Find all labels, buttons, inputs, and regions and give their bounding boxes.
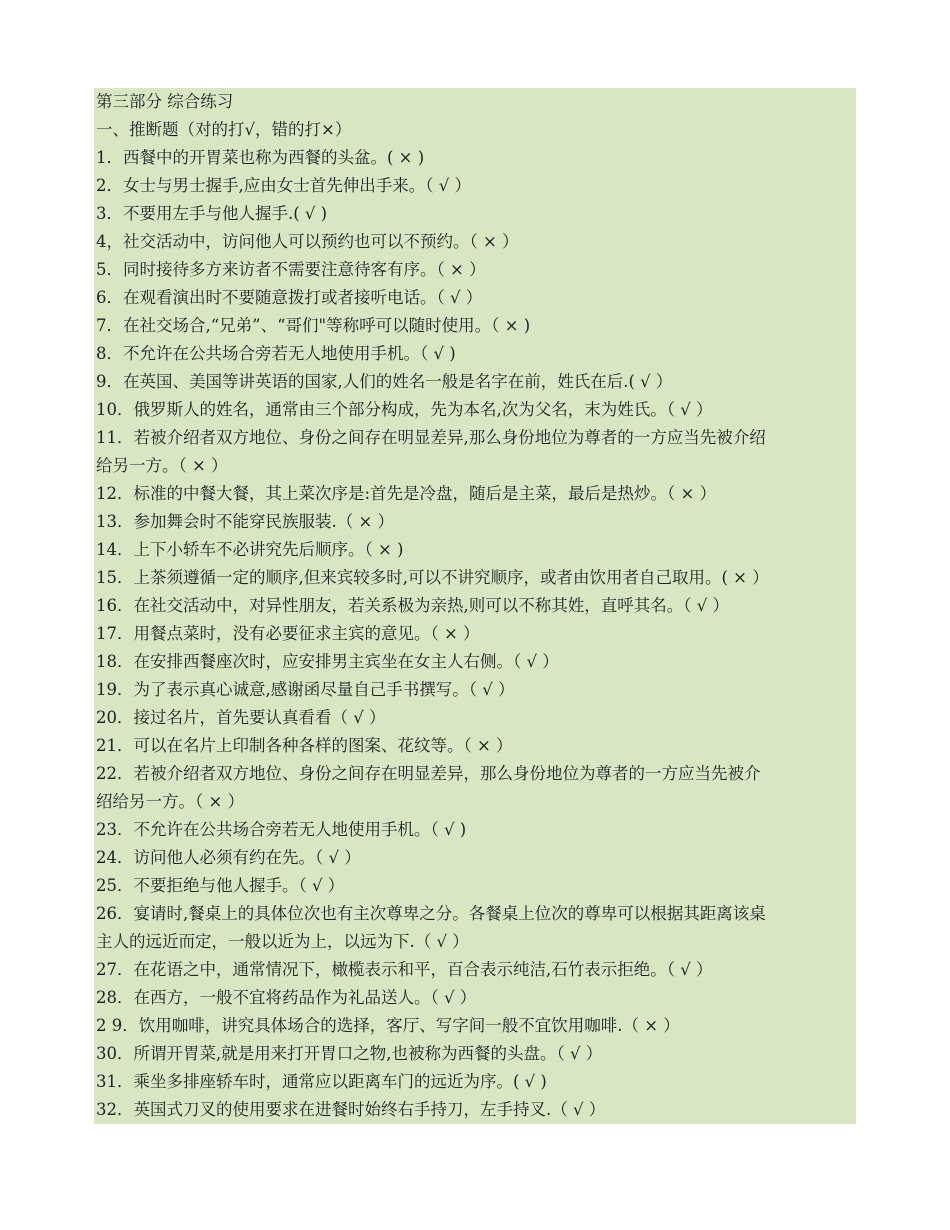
question-item-line: 30．所谓开胃菜,就是用来打开胃口之物,也被称为西餐的头盘。（ √ ）	[96, 1044, 603, 1063]
instruction-heading: 一、推断题（对的打√，错的打×）	[96, 120, 352, 139]
question-item-line: 23．不允许在公共场合旁若无人地使用手机。（ √ )	[96, 820, 467, 839]
question-item-line: 14．上下小轿车不必讲究先后顺序。（ × )	[96, 540, 404, 559]
question-item-line: 32．英国式刀叉的使用要求在进餐时始终右手持刀，左手持叉.（ √ ）	[96, 1100, 606, 1119]
question-item-line: 8．不允许在公共场合旁若无人地使用手机。（ √ )	[96, 344, 456, 363]
question-item-line: 12．标准的中餐大餐，其上菜次序是:首先是冷盘，随后是主菜，最后是热炒。（ × ）	[96, 484, 717, 503]
question-item-line: 4，社交活动中，访问他人可以预约也可以不预约。（ × ）	[96, 232, 519, 251]
question-item-line: 6．在观看演出时不要随意拨打或者接听电话。（ √ ）	[96, 288, 483, 307]
question-list	[94, 144, 856, 1124]
question-item-line: 1．西餐中的开胃菜也称为西餐的头盆。( × )	[96, 148, 425, 167]
question-item-continuation: 给另一方。（ × ）	[96, 456, 228, 475]
question-item-line: 31．乘坐多排座轿车时，通常应以距离车门的远近为序。( √ )	[96, 1072, 547, 1091]
question-item-line: 18．在安排西餐座次时，应安排男主宾坐在女主人右侧。（ √ ）	[96, 652, 559, 671]
question-item-line: 11．若被介绍者双方地位、身份之间存在明显差异,那么身份地位为尊者的一方应当先被介绍	[96, 428, 766, 447]
question-item-line: 22．若被介绍者双方地位、身份之间存在明显差异，那么身份地位为尊者的一方应当先被介	[96, 764, 761, 783]
question-item-line: 2．女士与男士握手,应由女士首先伸出手来。（ √ ）	[96, 176, 471, 195]
question-item-line: 19．为了表示真心诚意,感谢函尽量自己手书撰写。（ √ ）	[96, 680, 515, 699]
section-title: 第三部分 综合练习	[96, 92, 234, 111]
question-item-line: 2 9．饮用咖啡，讲究具体场合的选择，客厅、写字间一般不宜饮用咖啡.（ × ）	[96, 1016, 680, 1035]
question-item-line: 15．上茶须遵循一定的顺序,但来宾较多时,可以不讲究顺序，或者由饮用者自己取用。( × ）	[96, 568, 769, 587]
question-item-line: 21．可以在名片上印制各种各样的图案、花纹等。（ × ）	[96, 736, 513, 755]
question-item-line: 25．不要拒绝与他人握手。（ √ ）	[96, 876, 345, 895]
document-content-block	[94, 88, 856, 1124]
question-item-line: 3．不要用左手与他人握手.( √ )	[96, 204, 328, 223]
question-item-line: 16．在社交活动中，对异性朋友，若关系极为亲热,则可以不称其姓，直呼其名。（ √ ）	[96, 596, 729, 615]
question-item-line: 20．接过名片，首先要认真看看（ √ ）	[96, 708, 386, 727]
question-item-line: 17．用餐点菜时，没有必要征求主宾的意见。（ × ）	[96, 624, 480, 643]
question-item-line: 5．同时接待多方来访者不需要注意待客有序。（ × ）	[96, 260, 486, 279]
question-item-line: 10．俄罗斯人的姓名，通常由三个部分构成，先为本名,次为父名，末为姓氏。（ √ ）	[96, 400, 713, 419]
question-item-line: 13．参加舞会时不能穿民族服装.（ × ）	[96, 512, 395, 531]
question-item-line: 7．在社交场合,“兄弟”、“哥们"等称呼可以随时使用。（ × )	[96, 316, 531, 335]
question-item-continuation: 绍给另一方。（ × ）	[96, 792, 245, 811]
question-item-line: 27．在花语之中，通常情况下，橄榄表示和平，百合表示纯洁,石竹表示拒绝。（ √ ）	[96, 960, 713, 979]
question-item-continuation: 主人的远近而定，一般以近为上，以远为下.（ √ ）	[96, 932, 469, 951]
question-item-line: 9．在英国、美国等讲英语的国家,人们的姓名一般是名字在前，姓氏在后.( √ ）	[96, 372, 673, 391]
question-item-line: 28．在西方，一般不宜将药品作为礼品送人。（ √ ）	[96, 988, 477, 1007]
question-item-line: 24．访问他人必须有约在先。（ √ ）	[96, 848, 361, 867]
question-item-line: 26．宴请时,餐桌上的具体位次也有主次尊卑之分。各餐桌上位次的尊卑可以根据其距离该桌	[96, 904, 766, 923]
